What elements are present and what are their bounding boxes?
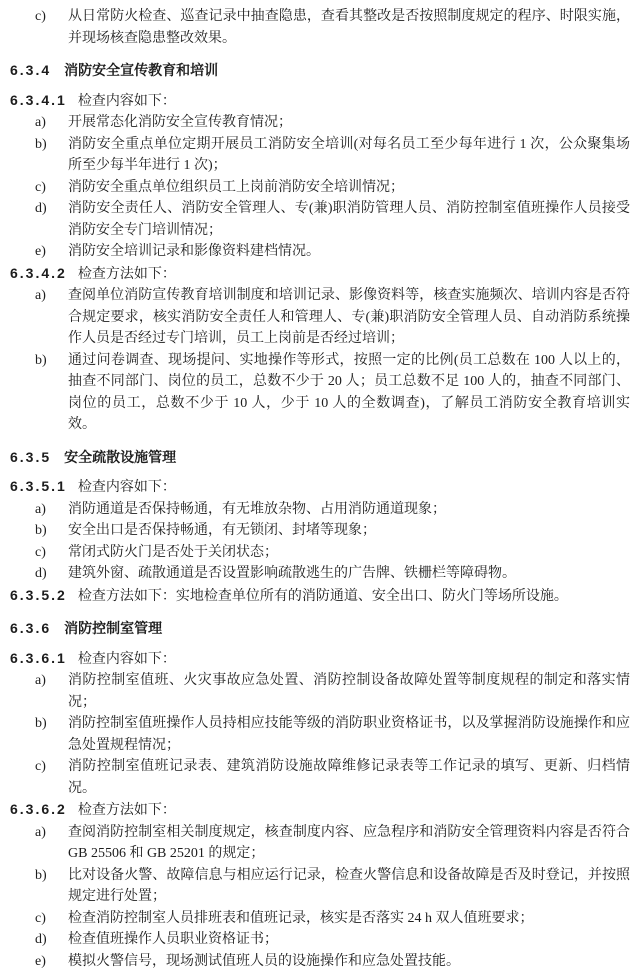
- clause-heading: [10, 476, 630, 499]
- list-item-marker: c): [35, 908, 46, 930]
- list-item-text: 模拟火警信号，现场测试值班人员的设施操作和应急处置技能。: [68, 954, 460, 969]
- list-item-marker: b): [35, 350, 47, 372]
- list-item-marker: d): [35, 929, 47, 951]
- section-number: 6.3.4: [10, 62, 51, 78]
- list-item-text: 比对设备火警、故障信息与相应运行记录，检查火警信息和设备故障是否及时登记，并按照规定进行处置；: [68, 868, 630, 905]
- section-title: 消防控制室管理: [64, 620, 162, 636]
- clause-number: 6.3.4.2: [10, 265, 67, 281]
- list-item: [10, 908, 630, 930]
- section-title: 安全疏散设施管理: [64, 449, 176, 465]
- list-item: [10, 756, 630, 799]
- clause-number: 6.3.4.1: [10, 92, 67, 108]
- list-item-marker: a): [35, 285, 46, 307]
- list-item-text: 检查值班操作人员职业资格证书；: [68, 932, 278, 947]
- list-item-marker: a): [35, 112, 46, 134]
- section-number: 6.3.6: [10, 620, 51, 636]
- list-item-text: 常闭式防火门是否处于关闭状态；: [68, 545, 278, 560]
- list-item-text: 消防控制室值班记录表、建筑消防设施故障维修记录表等工作记录的填写、更新、归档情况。: [68, 759, 630, 796]
- list-item: [10, 6, 630, 49]
- list-item-marker: c): [35, 177, 46, 199]
- list-item-text: 消防安全责任人、消防安全管理人、专(兼)职消防管理人员、消防控制室值班操作人员接受消防安全专门培训情况；: [68, 201, 630, 238]
- list-item-marker: b): [35, 865, 47, 887]
- list-item-marker: b): [35, 134, 47, 156]
- clause-text: 检查方法如下：: [78, 803, 176, 818]
- list-item: [10, 865, 630, 908]
- list-item: [10, 499, 630, 521]
- list-item-text: 建筑外窗、疏散通道是否设置影响疏散逃生的广告牌、铁栅栏等障碍物。: [68, 566, 516, 581]
- list-item: [10, 520, 630, 542]
- clause-text: 检查内容如下：: [78, 94, 176, 109]
- list-item-marker: b): [35, 713, 47, 735]
- clause-text: 检查内容如下：: [78, 652, 176, 667]
- list-item-marker: b): [35, 520, 47, 542]
- list-item-marker: e): [35, 951, 46, 972]
- list-item-text: 消防通道是否保持畅通，有无堆放杂物、占用消防通道现象；: [68, 502, 446, 517]
- clause-heading: [10, 648, 630, 671]
- list-item: [10, 177, 630, 199]
- list-item: [10, 670, 630, 713]
- section-heading: [10, 618, 630, 640]
- list-item: [10, 822, 630, 865]
- list-item-marker: e): [35, 241, 46, 263]
- list-item: [10, 929, 630, 951]
- section-number: 6.3.5: [10, 449, 51, 465]
- list-item-text: 消防安全培训记录和影像资料建档情况。: [68, 244, 320, 259]
- list-item: [10, 563, 630, 585]
- list-item-text: 开展常态化消防安全宣传教育情况；: [68, 115, 292, 130]
- clause-text: 检查内容如下：: [78, 480, 176, 495]
- list-item-marker: c): [35, 756, 46, 778]
- list-item: [10, 112, 630, 134]
- list-item: [10, 542, 630, 564]
- section-heading: [10, 447, 630, 469]
- list-item-text: 安全出口是否保持畅通，有无锁闭、封堵等现象；: [68, 523, 376, 538]
- clause-number: 6.3.6.1: [10, 650, 67, 666]
- list-item-text: 通过问卷调查、现场提问、实地操作等形式，按照一定的比例(员工总数在 100 人以上的，抽查不同部门、岗位的员工，总数不少于 20 人；员工总数不足 100 人的，抽查不同部门、岗位的员工，总数不少于 10 人，少于 10 人的全数调查)，了解员工消防安全教育培训实效。: [68, 353, 630, 433]
- clause-text: 检查方法如下：实地检查单位所有的消防通道、安全出口、防火门等场所设施。: [78, 589, 568, 604]
- list-item-text: 查阅单位消防宣传教育培训制度和培训记录、影像资料等，核查实施频次、培训内容是否符合规定要求，核实消防安全责任人和管理人、专(兼)职消防安全管理人员、自动消防系统操作人员是否经过专门培训，员工上岗前是否经过培训；: [68, 288, 630, 346]
- list-item: [10, 198, 630, 241]
- list-item: [10, 713, 630, 756]
- list-item: [10, 241, 630, 263]
- list-item-marker: a): [35, 670, 46, 692]
- section-title: 消防安全宣传教育和培训: [64, 62, 218, 78]
- section-heading: [10, 60, 630, 82]
- list-item-text: 消防安全重点单位定期开展员工消防安全培训(对每名员工至少每年进行 1 次，公众聚集场所至少每半年进行 1 次)；: [68, 137, 630, 174]
- clause-number: 6.3.6.2: [10, 801, 67, 817]
- clause-heading: [10, 90, 630, 113]
- list-item: [10, 951, 630, 972]
- clause-number: 6.3.5.2: [10, 587, 67, 603]
- list-item-text: 从日常防火检查、巡查记录中抽查隐患，查看其整改是否按照制度规定的程序、时限实施，并现场核查隐患整改效果。: [68, 9, 630, 46]
- list-item-marker: c): [35, 6, 46, 28]
- list-item-text: 查阅消防控制室相关制度规定，核查制度内容、应急程序和消防安全管理资料内容是否符合 GB 25506 和 GB 25201 的规定；: [68, 825, 630, 862]
- clause-heading: [10, 585, 630, 608]
- list-item: [10, 350, 630, 436]
- list-item-text: 消防安全重点单位组织员工上岗前消防安全培训情况；: [68, 180, 404, 195]
- list-item-marker: a): [35, 499, 46, 521]
- clause-heading: [10, 799, 630, 822]
- list-item: [10, 285, 630, 350]
- list-item: [10, 134, 630, 177]
- clause-heading: [10, 263, 630, 286]
- clause-text: 检查方法如下：: [78, 267, 176, 282]
- list-item-text: 检查消防控制室人员排班表和值班记录，核实是否落实 24 h 双人值班要求；: [68, 911, 534, 926]
- list-item-marker: a): [35, 822, 46, 844]
- clause-number: 6.3.5.1: [10, 478, 67, 494]
- list-item-text: 消防控制室值班操作人员持相应技能等级的消防职业资格证书，以及掌握消防设施操作和应急处置规程情况；: [68, 716, 630, 753]
- list-item-text: 消防控制室值班、火灾事故应急处置、消防控制设备故障处置等制度规程的制定和落实情况；: [68, 673, 630, 710]
- list-item-marker: c): [35, 542, 46, 564]
- list-item-marker: d): [35, 563, 47, 585]
- list-item-marker: d): [35, 198, 47, 220]
